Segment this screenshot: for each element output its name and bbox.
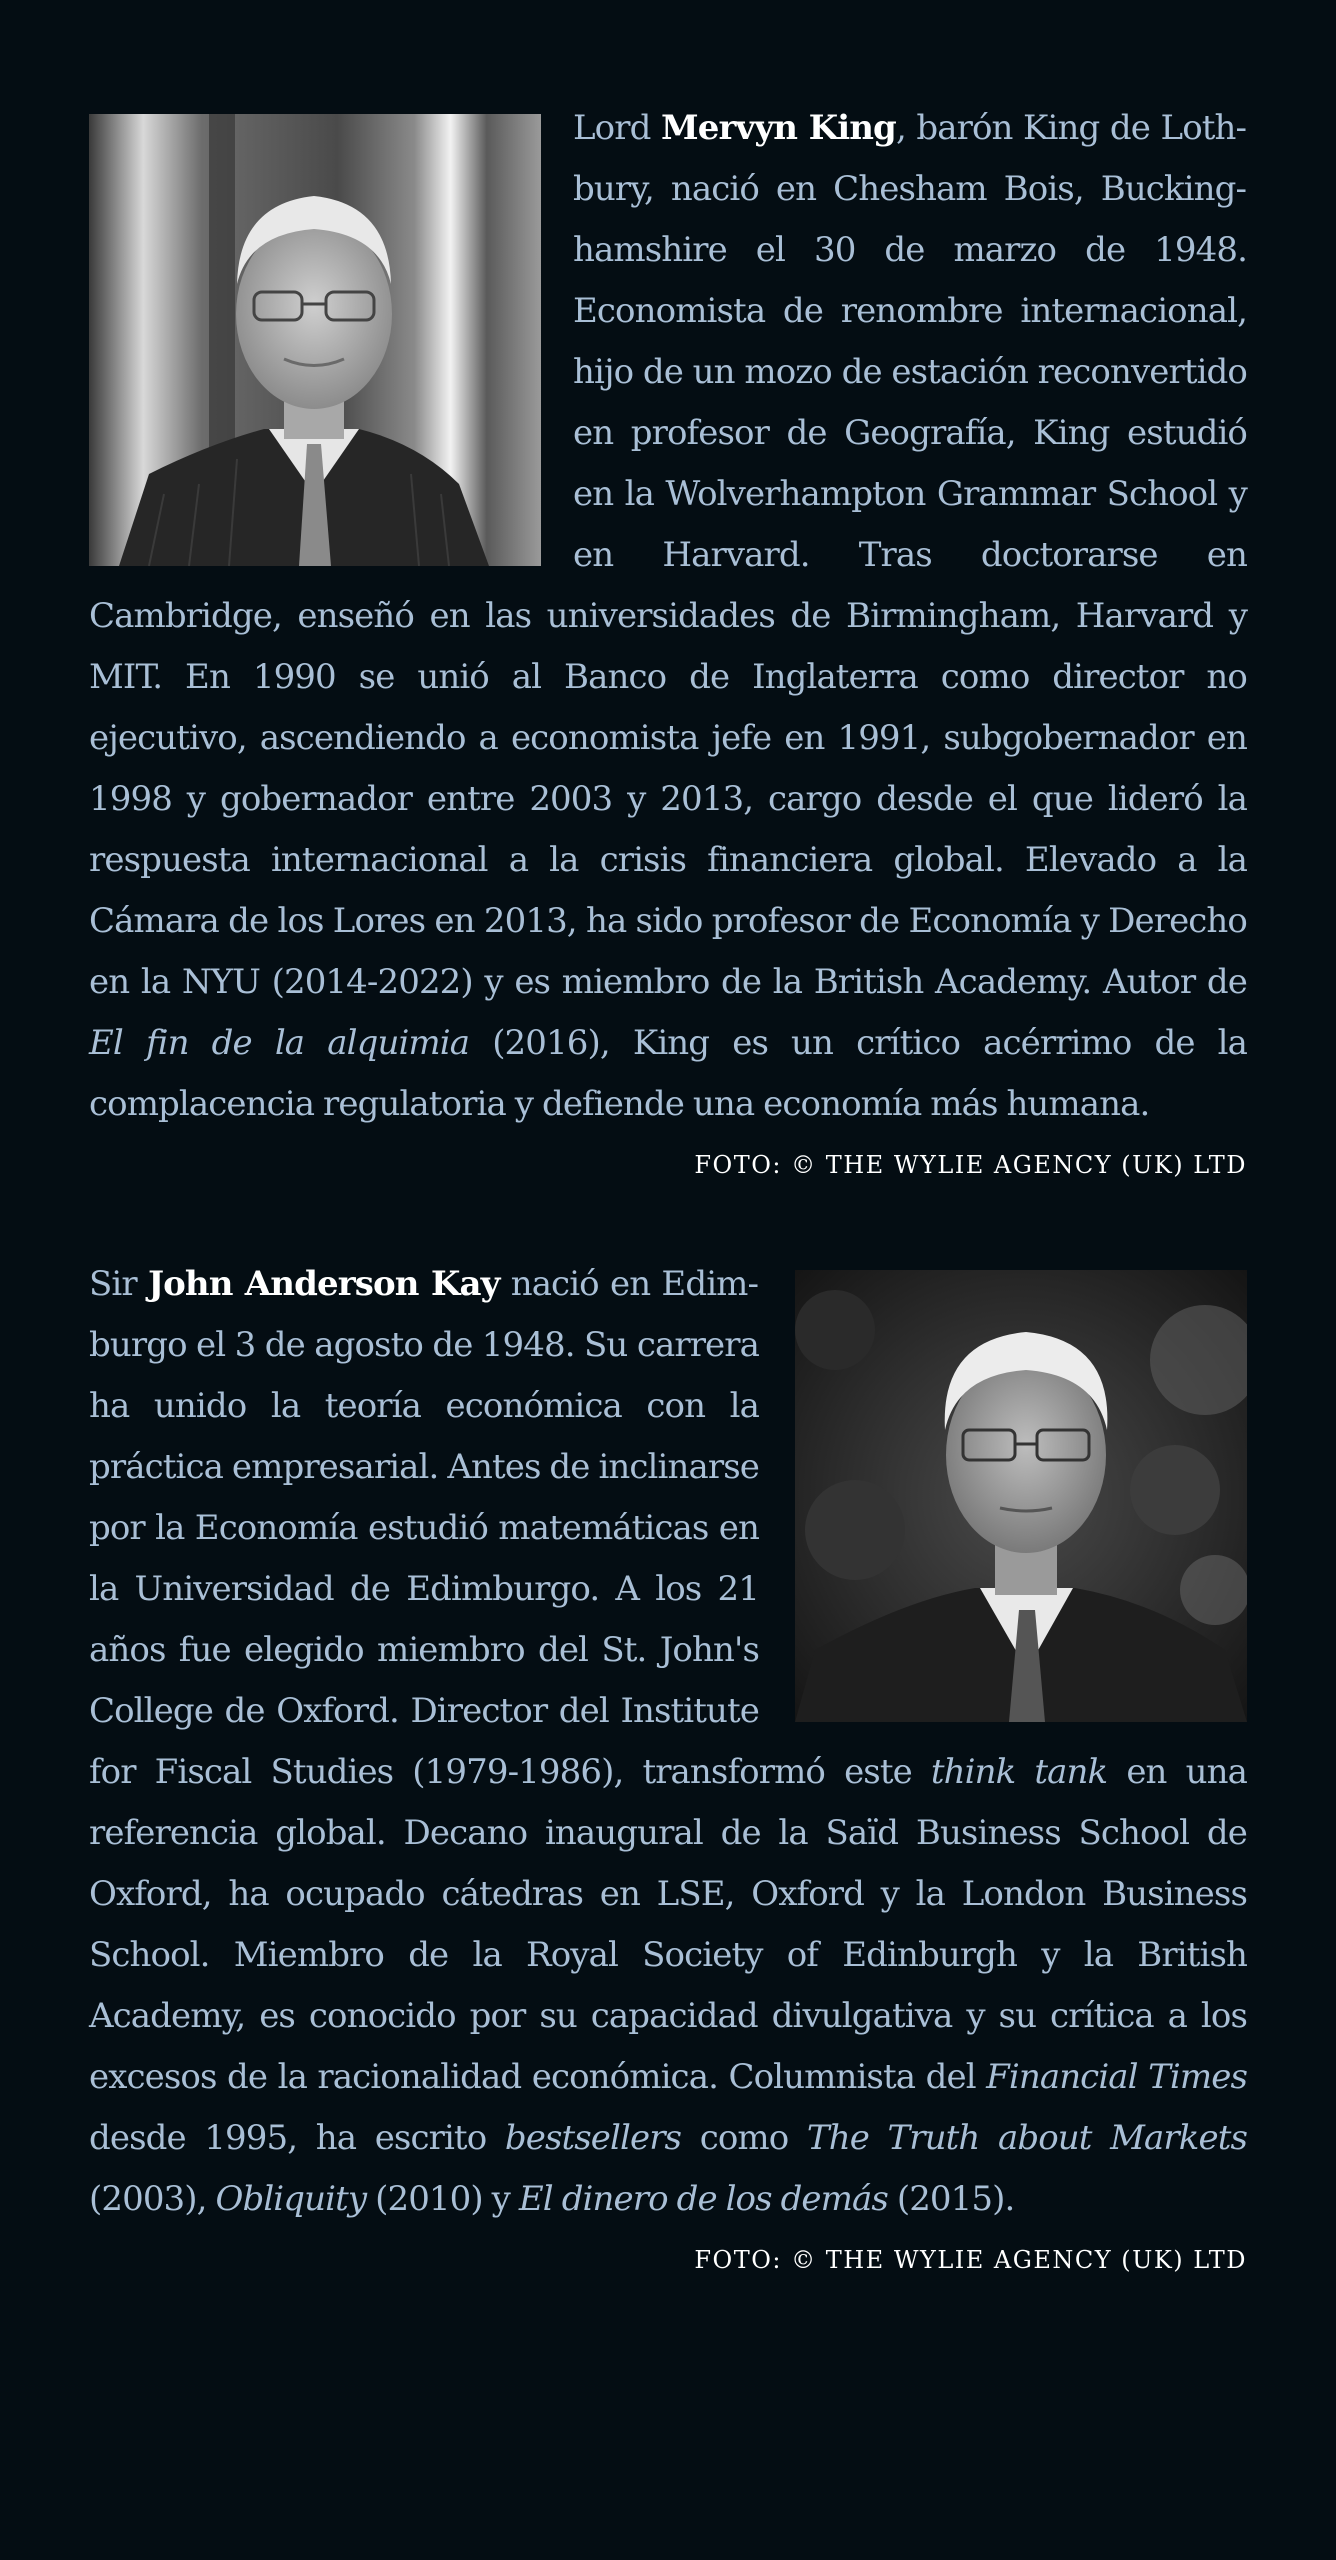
bio-prefix: Lord (573, 108, 661, 148)
bio-text: en una referencia global. Decano inaugural de la Saïd Business School de Oxford, ha ocupado cátedras en LSE, Oxford y la London Business School. Miembro de la Royal Society of Edinburgh y la British Academy, es conocido por su capacidad divulgativa y su crítica a los excesos de la racionalidad económica. Columnista del (89, 1752, 1247, 2097)
bio-text: (2003), (89, 2179, 216, 2219)
italic-term: bestsellers (504, 2118, 682, 2158)
italic-term: think tank (930, 1752, 1108, 1792)
bio-text: (2010) y (366, 2179, 519, 2219)
book-title: The Truth about Markets (806, 2118, 1248, 2158)
author-photo-john-kay (795, 1270, 1247, 1722)
author-photo-mervyn-king (89, 114, 541, 566)
book-title: El dinero de los demás (518, 2179, 888, 2219)
bio-text: (2015). (887, 2179, 1015, 2219)
publication-title: Financial Times (986, 2057, 1247, 2097)
bio-text: , barón King de Lothbury, nació en Chesham Bois, Buckinghamshire el 30 de marzo de 1948. Economista de renombre internacional, hijo de un mozo de estación reconvertido en profesor de Geografía, King estudió en la Wolverhampton Grammar School y en Harvard. Tras doctorarse en Cambridge, enseñó en las universidades de Birmingham, Harvard y MIT. En 1990 se unió al Banco de Inglaterra como director no ejecutivo, ascendiendo a economista jefe en 1991, subgobernador en 1998 y gobernador entre 2003 y 2013, cargo desde el que lideró la respuesta internacional a la crisis financiera global. Elevado a la Cámara de los Lores en 2013, ha sido profesor de Economía y Derecho en la NYU (2014-2022) y es miembro de la British Academy. Autor de (89, 108, 1248, 1002)
author-bio-john-kay (89, 1254, 1247, 2291)
bio-prefix: Sir (89, 1264, 148, 1304)
author-bio-mervyn-king (89, 98, 1247, 1196)
author-name: Mervyn King (661, 108, 896, 148)
photo-credit: FOTO: © THE WYLIE AGENCY (UK) LTD (694, 1151, 1247, 1179)
bio-text: (2016), King es un crítico acérrimo de la complacencia regulatoria y defiende una economía más humana. (89, 1023, 1247, 1124)
author-name: John Anderson Kay (147, 1264, 500, 1304)
bio-text: desde 1995, ha escrito (89, 2118, 505, 2158)
bio-text: nació en Edimburgo el 3 de agosto de 1948. Su carrera ha unido la teoría económica con la práctica empresarial. Antes de inclinarse por la Economía estudió matemáticas en la Universidad de Edimburgo. A los 21 años fue elegido miembro del St. John's College de Oxford. Director del Institute for Fiscal Studies (1979-1986), transformó este (89, 1264, 931, 1792)
book-title: Obliquity (215, 2179, 367, 2219)
photo-credit: FOTO: © THE WYLIE AGENCY (UK) LTD (694, 2246, 1247, 2274)
book-title: El fin de la alquimia (89, 1023, 470, 1063)
bio-text: como (681, 2118, 807, 2158)
